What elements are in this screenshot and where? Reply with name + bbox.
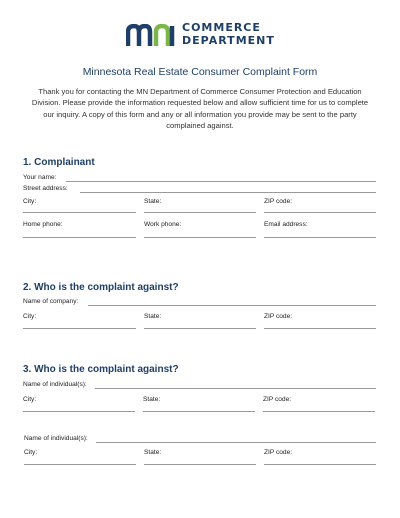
company-state-field[interactable]	[144, 328, 256, 329]
individual-name-field-2[interactable]	[96, 442, 376, 443]
email-address-field[interactable]	[264, 237, 376, 238]
company-city-field[interactable]	[23, 328, 136, 329]
individual-city-field-1[interactable]	[23, 411, 135, 412]
individual-name-field-1[interactable]	[95, 388, 376, 389]
individual-zip-label-1: ZIP code:	[263, 396, 292, 403]
city-field[interactable]	[23, 212, 136, 213]
state-field[interactable]	[144, 212, 256, 213]
individual-name-label-2: Name of individual(s):	[24, 435, 88, 442]
individual-zip-field-2[interactable]	[264, 464, 376, 465]
individual-city-label-1: City:	[23, 396, 37, 403]
home-phone-label: Home phone:	[23, 221, 63, 228]
company-city-label: City:	[23, 313, 37, 320]
zip-code-field[interactable]	[264, 212, 376, 213]
individual-state-field-1[interactable]	[143, 411, 255, 412]
logo-wordmark	[182, 22, 275, 47]
section-company-heading: 2. Who is the complaint against?	[23, 282, 179, 293]
work-phone-label: Work phone:	[144, 221, 182, 228]
individual-state-field-2[interactable]	[144, 464, 256, 465]
individual-state-label-2: State:	[144, 449, 162, 456]
individual-zip-field-1[interactable]	[263, 411, 375, 412]
logo-text-commerce: COMMERCE	[182, 21, 261, 34]
home-phone-field[interactable]	[23, 237, 136, 238]
work-phone-field[interactable]	[144, 237, 256, 238]
email-address-label: Email address:	[264, 221, 308, 228]
state-label: State:	[144, 198, 162, 205]
company-zip-label: ZIP code:	[264, 313, 293, 320]
company-state-label: State:	[144, 313, 162, 320]
commerce-department-logo	[126, 22, 276, 48]
section-complainant-heading: 1. Complainant	[23, 157, 95, 168]
company-name-label: Name of company:	[23, 298, 79, 305]
form-title: Minnesota Real Estate Consumer Complaint Form	[82, 66, 318, 78]
street-address-label: Street address:	[23, 185, 68, 192]
individual-name-label-1: Name of individual(s):	[23, 381, 87, 388]
street-address-field[interactable]	[80, 192, 376, 193]
section-individual-heading: 3. Who is the complaint against?	[23, 364, 179, 375]
logo-text-department: DEPARTMENT	[182, 34, 275, 47]
city-label: City:	[23, 198, 37, 205]
company-name-field[interactable]	[88, 305, 376, 306]
individual-city-field-2[interactable]	[24, 464, 136, 465]
company-zip-field[interactable]	[264, 328, 376, 329]
mn-logo-icon	[126, 24, 178, 46]
individual-state-label-1: State:	[143, 396, 161, 403]
zip-code-label: ZIP code:	[264, 198, 293, 205]
your-name-field[interactable]	[66, 181, 376, 182]
form-intro: Thank you for contacting the MN Department of Commerce Consumer Protection and Education Division. Please provide the information requested below and allow sufficient time for us to complete our inquiry. A copy of this form and any or all information you provide may be sent to the party complained against.	[31, 87, 369, 130]
individual-city-label-2: City:	[24, 449, 38, 456]
your-name-label: Your name:	[23, 174, 57, 181]
individual-zip-label-2: ZIP code:	[264, 449, 293, 456]
